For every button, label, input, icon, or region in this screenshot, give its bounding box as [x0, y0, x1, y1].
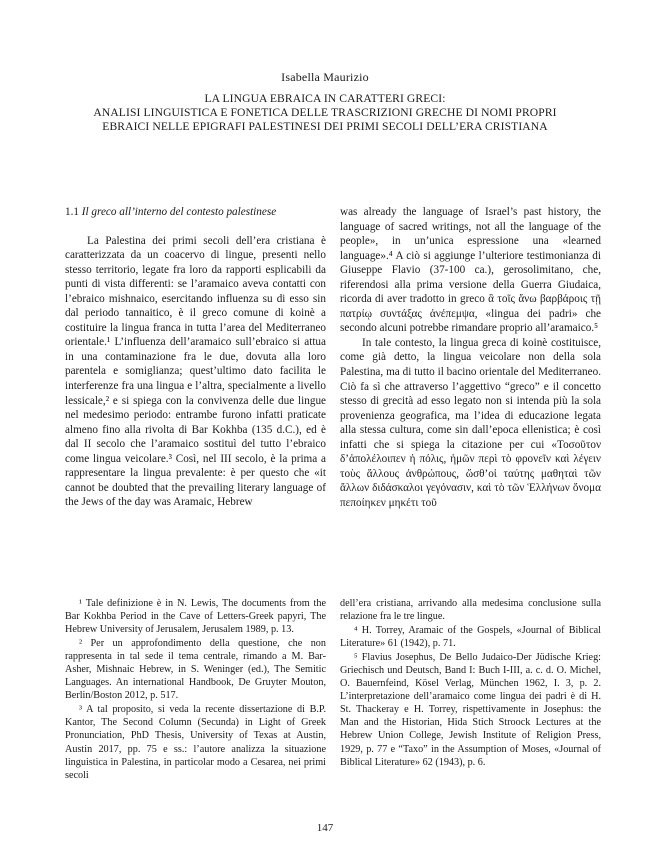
footnote: ³ A tal proposito, si veda la recente dissertazione di B.P. Kantor, The Second Column (Secunda) in Light of Greek Pronunciation, PhD Thesis, University of Texas at Austin, Austin 2017, pp. 75 e ss.: l’autore analizza la situazione linguistica in Palestina, in particolar modo a Cesarea, nei primi secoli	[65, 704, 326, 781]
title-line: ANALISI LINGUISTICA E FONETICA DELLE TRASCRIZIONI GRECHE DI NOMI PROPRI	[93, 106, 557, 119]
section-heading	[65, 205, 326, 220]
section-title: Il greco all’interno del contesto palestinese	[81, 206, 277, 218]
body-paragraph: In tale contesto, la lingua greca di koinè costituisce, come già detto, la lingua veicolare non della sola Palestina, ma di tutto il bacino orientale del Mediterraneo. Ciò fa sì che attraverso l’aggettivo “greco” e il concetto stesso di grecità ad esso legato non si intenda più la sola provenienza geografica, ma l’idea di educazione legata alla stessa cultura, come sin dall’epoca ellenistica; è così infatti che si spiega la citazione per cui «Τοσοῦτον δ’ἀπολέλοιπεν ἡ πόλις, ἡμῶν περὶ τὸ φρονεῖν καὶ λέγειν τοὺς ἄλλους ἀνθρώπους, ὥσθ’οἱ ταύτης μαθηταὶ τῶν ἄλλων διδάσκαλοι γεγόνασιν, καὶ τὸ τῶν Ἑλλήνων ὄνομα πεποίηκεν μηκέτι τοῦ	[340, 336, 601, 509]
body-paragraph: was already the language of Israel’s past history, the language of sacred writings, not all the language of the people», in un’unica espressione una «learned language».⁴ A ciò si aggiunge l’ulteriore testimonianza di Giuseppe Flavio (37-100 ca.), gerosolimitano, che, riferendosi alla prima versione della Guerra Giudaica, ricorda di aver tradotto in greco ἃ τοῖς ἄνω βαρβάροις τῇ πατρίῳ συντάξας ἀνέπεμψα, «lingua dei padri» che secondo alcuni potrebbe rimandare proprio all’aramaico.⁵	[340, 206, 601, 335]
footnotes-right	[340, 597, 601, 769]
body-paragraph: La Palestina dei primi secoli dell’era cristiana è caratterizzata da un coacervo di lingue, presenti nello stesso territorio, legate fra loro da rapporti esplicabili da punti di vista differenti: se l’aramaico aveva contatti con l’ebraico mishnaico, esercitando influenza su di esso sin dal periodo tannaitico, è il greco comune di koinè a costituire la lingua franca in tutta l’area del Mediterraneo orientale.¹ L’influenza dell’aramaico sull’ebraico si attua in una contaminazione fra le due, dovuta alla loro parentela e somiglianza; quest’ultimo dato facilita le interferenze fra una lingua e l’altra, specialmente a livello lessicale,² e si spiega con la convivenza delle due lingue nel medesimo periodo: entrambe furono infatti praticate almeno fino alla rivolta di Bar Kokhba (135 d.C.), ed è dal II secolo che l’aramaico sostituì del tutto l’ebraico come lingua veicolare.³ Così, nel III secolo, è la prima a rappresentare la lingua prevalente: è per questo che «it cannot be doubted that the prevailing literary language of the Jews of the day was Aramaic, Hebrew	[65, 234, 326, 509]
footnote: ¹ Tale definizione è in N. Lewis, The documents from the Bar Kokhba Period in the Cave of Letters-Greek papyri, The Hebrew University of Jerusalem, Jerusalem 1989, p. 13.	[65, 598, 326, 636]
section-number: 1.1	[65, 206, 79, 218]
title-line: EBRAICI NELLE EPIGRAFI PALESTINESI DEI PRIMI SECOLI DELL’ERA CRISTIANA	[102, 120, 548, 133]
right-column	[340, 205, 601, 510]
page-number: 147	[316, 822, 334, 834]
footnotes-left	[65, 597, 326, 782]
running-head-author: Isabella Maurizio	[281, 70, 369, 84]
left-column	[65, 205, 326, 510]
footnote: ² Per un approfondimento della questione, che non rappresenta in tal sede il tema centrale, rimando a M. Bar-Asher, Mishnaic Hebrew, in S. Weninger (ed.), The Semitic Languages. An international Handbook, De Gruyter Mouton, Berlin/Boston 2012, p. 517.	[65, 638, 326, 702]
footnote-continuation: dell’era cristiana, arrivando alla medesima conclusione sulla relazione fra le tre lingue.	[340, 598, 601, 623]
chapter-title	[40, 92, 610, 134]
title-line: LA LINGUA EBRAICA IN CARATTERI GRECI:	[204, 92, 446, 105]
footnote: ⁴ H. Torrey, Aramaic of the Gospels, «Journal of Biblical Literature» 61 (1942), p. 71.	[340, 625, 601, 650]
footnote: ⁵ Flavius Josephus, De Bello Judaico-Der Jüdische Krieg: Griechisch und Deutsch, Band I: Buch I-III, a. c. d. O. Michel, O. Bauernfeind, Kösel Verlag, München 1962, I. 3, p. 2. L’interpretazione dell’aramaico come lingua dei padri è di H. St. Thackeray e H. Torrey, rispettivamente in Josephus: the Man and the Historian, Hida Stich Stroock Lectures at the Hebrew Union College, Jewish Institute of Religion Press, 1929, p. 77 e “Taxo” in the Assumption of Moses, «Journal of Biblical Literature» 62 (1943), p. 6.	[340, 652, 601, 768]
